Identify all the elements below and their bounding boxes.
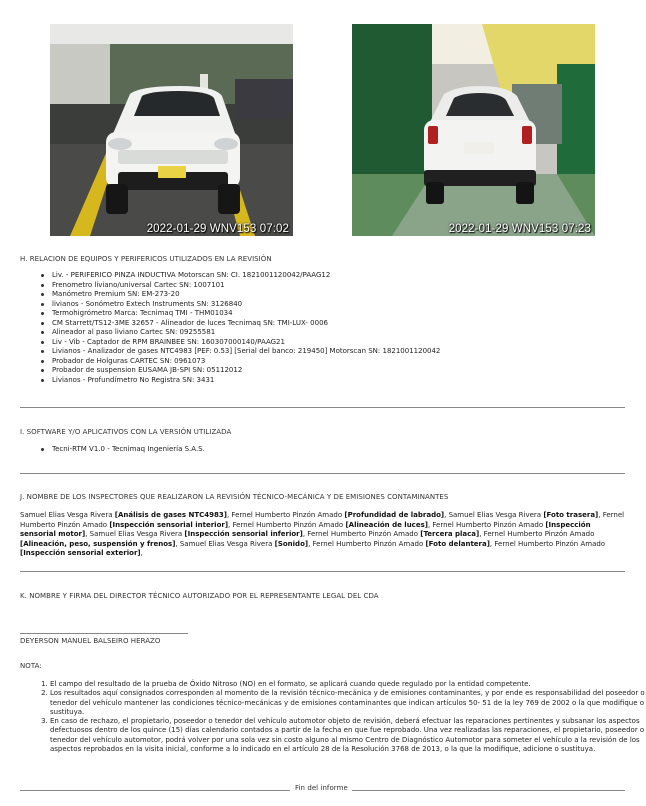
vehicle-rear-illustration	[352, 24, 595, 236]
divider	[20, 473, 625, 474]
section-i-title: I. SOFTWARE Y/O APLICATIVOS CON LA VERSIÓN UTILIZADA	[20, 428, 232, 436]
inspection-task: [Foto trasera]	[543, 511, 599, 519]
inspection-task: [Inspección sensorial motor]	[20, 520, 591, 538]
list-item: Livianos - Profundímetro No Registra SN: 3431	[40, 376, 440, 386]
list-item: Liv - Vib - Captador de RPM BRAINBEE SN: 160307000140/PAAG21	[40, 338, 440, 348]
divider	[20, 571, 625, 572]
list-item: Probador de Holguras CARTEC SN: 0961073	[40, 357, 440, 367]
footer-line-left	[20, 790, 290, 791]
note-item: 3. En caso de rechazo, el propietario, poseedor o tenedor del vehículo automotor objeto de revisión, deberá efectuar las reparaciones pertinentes y subsanar los aspectos defectuosos dentro de los quince (15) días calendario contados a partir de la fecha en que fue reprobado. Una vez realizadas las reparaciones, el propietario, poseedor o tenedor del vehículo automotor, podrá volver por una sola vez sin costo alguno al mismo Centro de Diagnóstico Automotor para someter el vehículo a la revisión de los aspectos reprobados en la visita inicial, conforme a lo indicado en el artículo 28 de la Resolución 3768 de 2013, o la que la modifique, adicione o sustituya.	[50, 717, 646, 754]
divider	[20, 407, 625, 408]
vehicle-front-illustration	[50, 24, 293, 236]
list-item: Liv. - PERIFERICO PINZA INDUCTIVA Motorscan SN: CI. 1821001120042/PAAG12	[40, 271, 440, 281]
vehicle-front-photo	[50, 24, 293, 236]
inspector-name: Fernel Humberto Pinzón Amado	[307, 530, 419, 538]
list-item: Frenometro liviano/universal Cartec SN: 1007101	[40, 281, 440, 291]
inspector-name: Fernel Humberto Pinzón Amado	[432, 520, 544, 529]
inspector-name: Samuel Elias Vesga Rivera	[89, 530, 183, 538]
photo-timestamp: 2022-01-29 WNV153 07:23	[448, 223, 591, 235]
photo-timestamp: 2022-01-29 WNV153 07:02	[146, 223, 289, 235]
inspector-name: Fernel Humberto Pinzón Amado	[232, 520, 344, 529]
inspection-task: [Sonido]	[274, 539, 309, 548]
inspection-task: [Foto delantera]	[425, 539, 490, 548]
note-item: 2. Los resultados aquí consignados corresponden al momento de la revisión técnico-mecánica y de emisiones contaminantes, y por ende es responsabilidad del poseedor o tenedor del vehículo mantener las condiciones técnico-mecánicas y de emisiones contaminantes que indican artículos 50- 51 de la ley 769 de 2002 o la que modifique o sustituya.	[50, 689, 646, 717]
list-item: Termohigrómetro Marca: Tecnimaq TMI - THM01034	[40, 309, 440, 319]
inspection-task: [Análisis de gases NTC4983]	[114, 511, 227, 519]
list-item: Tecni-RTM V1.0 - Tecnimaq Ingeniería S.A.S.	[40, 445, 205, 455]
inspector-name: Fernel Humberto Pinzón Amado	[494, 539, 606, 548]
inspector-name: Samuel Elias Vesga Rivera	[179, 539, 273, 548]
inspection-task: [Tercera placa]	[420, 530, 480, 538]
equipment-list	[40, 271, 440, 385]
inspector-name: Fernel Humberto Pinzón Amado	[312, 539, 424, 548]
vehicle-rear-photo	[352, 24, 595, 236]
end-of-report-label: Fin del informe	[295, 784, 348, 792]
list-item: livianos - Sonómetro Extech Instruments SN: 3126840	[40, 300, 440, 310]
director-name: DEYERSON MANUEL BALSEIRO HERAZO	[20, 637, 161, 645]
inspector-name: Fernel Humberto Pinzón Amado	[231, 511, 343, 519]
inspector-name: Samuel Elias Vesga Rivera	[20, 511, 113, 519]
inspection-task: [Profundidad de labrado]	[344, 511, 445, 519]
footer-line-right	[352, 790, 625, 791]
list-item: Alineador al paso liviano Cartec SN: 09255581	[40, 328, 440, 338]
signature-line	[20, 633, 188, 634]
section-j-title: J. NOMBRE DE LOS INSPECTORES QUE REALIZARON LA REVISIÓN TÉCNICO-MECÁNICA Y DE EMISIONES CONTAMINANTES	[20, 493, 449, 501]
inspector-name: Fernel Humberto Pinzón Amado	[483, 530, 595, 538]
section-k-title: K. NOMBRE Y FIRMA DEL DIRECTOR TÉCNICO AUTORIZADO POR EL REPRESENTANTE LEGAL DEL CDA	[20, 592, 379, 600]
notes-list	[24, 680, 646, 754]
inspection-task: [Inspección sensorial inferior]	[184, 530, 303, 538]
list-item: CM Starrett/TS12-3ME 32657 - Alineador de luces Tecnimaq SN: TMI-LUX- 0006	[40, 319, 440, 329]
nota-label: NOTA:	[20, 662, 42, 670]
inspection-task: [Alineación, peso, suspensión y frenos]	[20, 539, 176, 548]
section-h-title: H. RELACION DE EQUIPOS Y PERIFERICOS UTILIZADOS EN LA REVISIÓN	[20, 255, 272, 263]
inspection-task: [Inspección sensorial exterior]	[20, 549, 141, 557]
note-item: 1. El campo del resultado de la prueba de Óxido Nitroso (NO) en el formato, se aplicará cuando quede regulado por la entidad competente.	[50, 680, 646, 689]
software-list	[40, 445, 205, 455]
inspection-task: [Alineación de luces]	[345, 520, 428, 529]
list-item: Livianos - Analizador de gases NTC4983 [PEF: 0.53] [Serial del banco: 219450] Motorscan SN: 1821001120042	[40, 347, 440, 357]
inspectors-paragraph: Samuel Elias Vesga Rivera [Análisis de gases NTC4983], Fernel Humberto Pinzón Amado [Profundidad de labrado], Samuel Elias Vesga Rivera [Foto trasera], Fernel Humberto Pinzón Amado [Inspección sensorial interior], Fernel Humberto Pinzón Amado [Alineación de luces], Fernel Humberto Pinzón Amado [Inspección sensorial motor], Samuel Elias Vesga Rivera [Inspección sensorial inferior], Fernel Humberto Pinzón Amado [Tercera placa], Fernel Humberto Pinzón Amado [Alineación, peso, suspensión y frenos], Samuel Elias Vesga Rivera [Sonido], Fernel Humberto Pinzón Amado [Foto delantera], Fernel Humberto Pinzón Amado [Inspección sensorial exterior],	[20, 511, 625, 557]
inspection-task: [Inspección sensorial interior]	[109, 520, 229, 529]
list-item: Manómetro Premium SN: EM-273-20	[40, 290, 440, 300]
list-item: Probador de suspension EUSAMA JB-SPI SN: 05112012	[40, 366, 440, 376]
inspector-name: Samuel Elias Vesga Rivera	[448, 511, 542, 519]
inspector-name: Fernel Humberto Pinzón Amado	[20, 511, 625, 529]
